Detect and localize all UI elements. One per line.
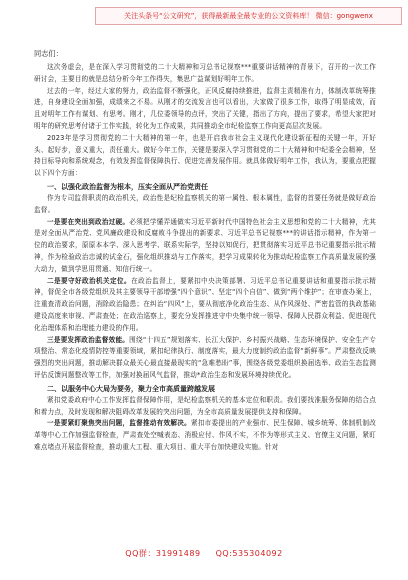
footer-contact (0, 548, 408, 559)
point-text: 围绕“十四五”规划落实、长江大保护、乡村振兴战略、生态环境保护、安全生产专项整治、常态化疫情防控等重要领域，紧扣纪律执行、制度落实，最大力度制约政治监督“新鲜事”。严肃整改反映强烈的突出问题，推动解决群众最关心最直接最现实的“急难愁盼”事，围绕各级党委组织换届选举、政治生态监测评估反馈问题整改等工作，加强对换届风气监督，推动*政治生态和发展环境持续优化。 (34, 335, 376, 379)
document-body (34, 48, 376, 454)
point-paragraph (34, 418, 376, 453)
qq-group: QQ群：31991489 (125, 549, 201, 558)
paragraph: 过去的一年，经过大家的努力，政治监督不断强化，正风反腐持续推进，监督主责精准有力，体制改革统筹推进，自身建设全面加强，成绩来之不易。从刚才的交流发言也可以看出，大家做了很多工作，取得了明显成效，而且对明年工作有谋划、有思考。刚才，几位委领导的点评，突出了关键，指出了方向，提出了要求，希望大家把对明年的研究思考付诸于工作实践，转化为工作成果，共同推动全市纪检监察工作向更高层次发展。 (34, 86, 376, 130)
point-paragraph (34, 335, 376, 382)
point-paragraph (34, 217, 376, 276)
point-text: 紧扣市委提出的产业强市、民生保障、城乡统筹、体制机制改革等中心工作加强监督检查，严肃查处空喊表态、消极应付、作风不实，不作为等形式主义、官僚主义问题，紧盯难点堵点开展监督检查，推动重大工程、重大项目、重大平台加快建设实施。针对 (34, 419, 376, 451)
point-lead: 二是要守好政治机关定位。 (47, 276, 132, 285)
qq-number: QQ:535304092 (215, 549, 283, 558)
point-lead: 三是要发挥政治监督效能。 (47, 335, 130, 344)
paragraph: 这次务虚会，是在深入学习贯彻党的二十大精神和习总书记视察***重要讲话精神的背景下，召开的一次工作研讨会，主要目的就是总结分析今年工作得失，集思广益谋划好明年工作。 (34, 63, 376, 83)
point-text: 在政治监督上，要紧扣中央决策部署、习近平总书记重要讲话和重要指示批示精神，督促全市各级党组织及其主要领导干部增强“四个意识”、坚定“四个自信”、做到“两个维护”；在审查办案上，注重查清政治问题，消除政治隐患；在纠治“四风”上，要从彻底净化政治生态、从作风深处、严密监管的执政基础建设高度来审视、严肃查处；在政治巡察上，要充分发挥推进守中央集中统一领导、保障人民群众利益、促进现代化治理体系和治理能力建设的作用。 (34, 276, 377, 332)
point-lead: 一是要紧盯聚焦突出问题，监督推动有效解决。 (47, 419, 191, 428)
paragraph: 作为专司监督职责的政治机关，政治性是纪检监察机关的第一属性、根本属性，监督的首要任务就是做好政治监督。 (34, 193, 376, 214)
promo-banner[interactable]: 关注头条号“公文研究”，获得最新最全最专业的公文资料库！ 微信：gongwenx (95, 7, 402, 25)
salutation: 同志们： (34, 49, 63, 58)
section-heading: 二、以服务中心大局为要务，聚力全市高质量跨越发展 (47, 384, 215, 393)
point-lead: 一是要在突出到政治过硬。 (47, 217, 130, 226)
section-heading: 一、以强化政治监督为根本，压实全面从严治党责任 (47, 182, 208, 191)
point-text: 必须把学懂弄通做实习近平新时代中国特色社会主义思想和党的二十大精神，尤其是对全面从严治党、党风廉政建设和反腐败斗争提出的新要求、习近平总书记视察***的讲话指示精神，作为第一位的政治要求，原原本本学、深入思考学、联系实际学，坚持以知促行，把贯彻落实习近平总书记重要指示批示精神，作为检验政治忠诚的试金石，强化组织推动与工作落实，把学习成果转化为推动纪检监察工作高质量发展的强大动力，做到学思用贯通、知信行统一。 (34, 217, 376, 273)
paragraph: 2023年是学习贯彻党的二十大精神的第一年，也是开启我市社会主义现代化建设新征程的关键一年，开好头、起好步，意义重大，责任重大。做好今年工作，关键是要深入学习贯彻党的二十大精神和中纪委全会精神，坚持目标导向和系统观念，有效发挥监督保障执行、促进完善发展作用。就具体做好明年工作，我认为，要重点把握以下四个方面： (34, 133, 376, 178)
paragraph: 紧扣党委政府中心工作发挥监督保障作用，是纪检监察机关的基本定位和职责。我们要找准服务保障的结合点和着力点，及时发现和解决阻碍改革发展的突出问题，为全市高质量发展提供支持和保障。 (34, 395, 376, 416)
point-paragraph (34, 276, 376, 335)
